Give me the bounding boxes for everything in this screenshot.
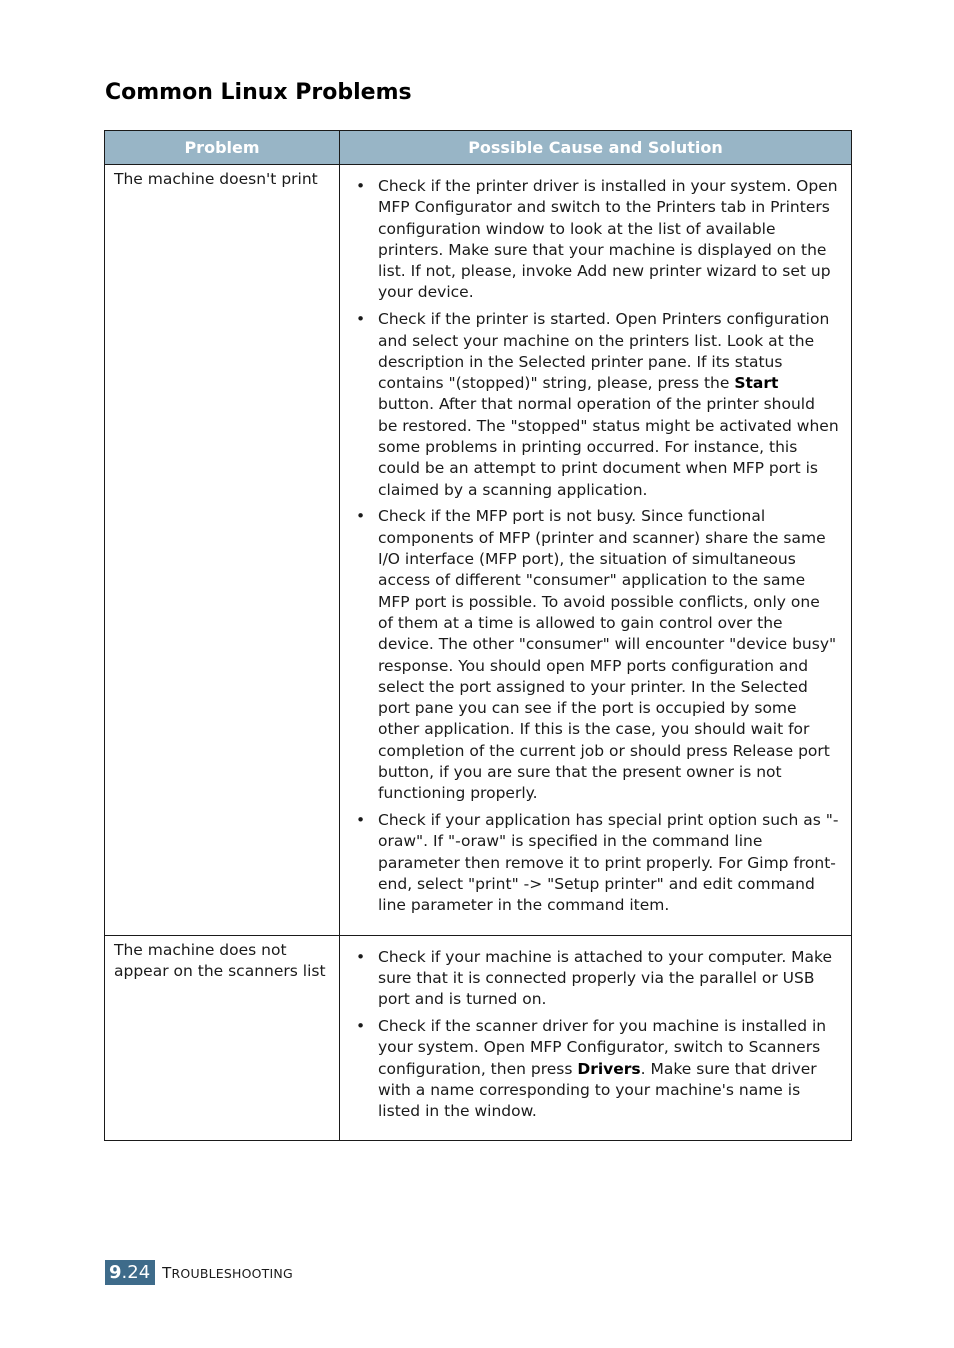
table-row: [105, 165, 852, 936]
solution-item: • Check if the MFP port is not busy. Since functional components of MFP (printer and scanner) share the same I/O interface (MFP port), the situation of simultaneous access of different "consumer" application to the same MFP port is possible. To avoid possible conflicts, only one of them at a time is allowed to gain control over the device. The other "consumer" will encounter "device busy" response. You should open MFP ports configuration and select the port assigned to your printer. In the Selected port pane you can see if the port is occupied by some other application. If this is the case, you should wait for completion of the current job or should press Release port button, if you are sure that the present owner is not functioning properly.: [356, 507, 837, 803]
bullet-icon: •: [356, 310, 366, 329]
problem-cell: The machine doesn't print: [105, 165, 340, 936]
solution-list: [356, 176, 839, 917]
solution-cell: [340, 935, 852, 1141]
chapter-number: 9: [109, 1262, 122, 1283]
linux-problems-table: [104, 130, 852, 1141]
solution-item: • Check if the scanner driver for you machine is installed in your system. Open MFP Configurator, switch to Scanners configuration, then press Drivers. Make sure that driver with a name corresponding to your machine's name is listed in the window.: [356, 1016, 827, 1121]
bullet-icon: •: [356, 811, 366, 830]
solution-cell: [340, 165, 852, 936]
solution-item: • Check if the printer driver is installed in your system. Open MFP Configurator and switch to the Printers tab in Printers configuration window to look at the list of available printers. Make sure that your machine is displayed on the list. If not, please, invoke Add new printer wizard to set up your device.: [356, 177, 838, 302]
solution-item: • Check if your machine is attached to your computer. Make sure that it is connected properly via the parallel or USB port and is turned on.: [356, 947, 833, 1009]
page-number: .24: [121, 1262, 151, 1283]
header-problem: Problem: [105, 131, 340, 165]
section-name: TROUBLESHOOTING: [162, 1263, 293, 1282]
bullet-icon: •: [356, 1016, 366, 1035]
page-footer: [105, 1260, 293, 1285]
page-title: Common Linux Problems: [105, 80, 412, 105]
header-solution: Possible Cause and Solution: [340, 131, 852, 165]
solution-list: [356, 947, 839, 1123]
solution-item: • Check if the printer is started. Open Printers configuration and select your machine on the printers list. Look at the description in the Selected printer pane. If its status contains "(stopped)" string, please, press the Start button. After that normal operation of the printer should be restored. The "stopped" status might be activated when some problems in printing occurred. For instance, this could be an attempt to print document when MFP port is claimed by a scanning application.: [356, 310, 839, 499]
table-row: [105, 935, 852, 1141]
start-button-label: Start: [734, 374, 779, 393]
solution-item: • Check if your application has special print option such as "-oraw". If "-oraw" is specified in the command line parameter then remove it to print properly. For Gimp front-end, select "print" -> "Setup printer" and edit command line parameter in the command item.: [356, 811, 839, 915]
bullet-icon: •: [356, 947, 366, 966]
problem-cell: The machine does not appear on the scanners list: [105, 935, 340, 1141]
page-number-badge: [105, 1260, 155, 1285]
bullet-icon: •: [356, 177, 366, 195]
bullet-icon: •: [356, 507, 366, 526]
table-header-row: [105, 131, 852, 165]
drivers-button-label: Drivers: [577, 1059, 641, 1078]
